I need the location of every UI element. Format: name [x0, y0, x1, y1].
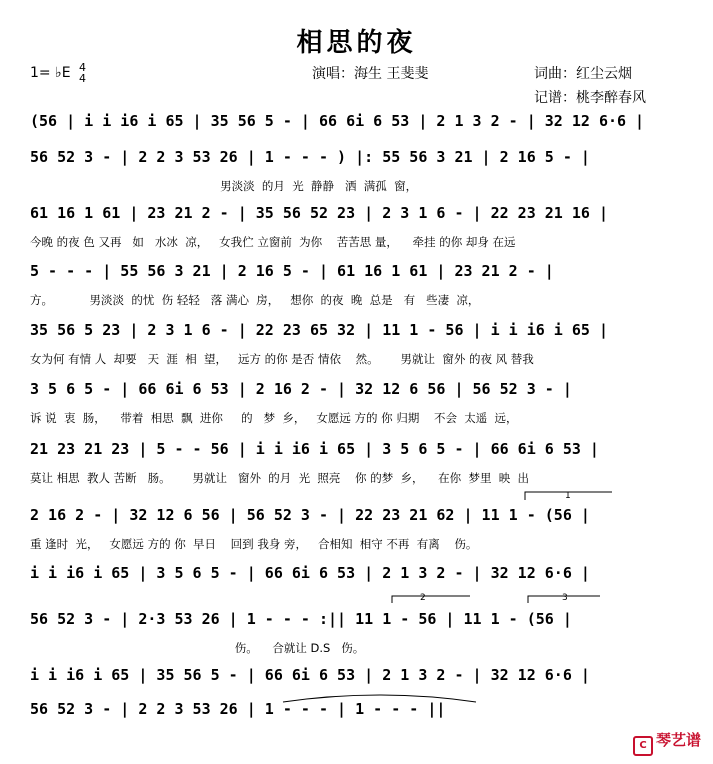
notation-line: 56 52 3 - | 2 2 3 53 26 | 1 - - - | 1 - - - ||	[30, 700, 446, 718]
lyric-line: 重 逢时 光， 女愿远 方的 你 早日 回到 我身 旁， 合相知 相守 不再 有离 伤。	[30, 537, 478, 551]
lyric-line: 今晚 的夜 色 又再 如 水冰 凉， 女我伫 立窗前 为你 苦苦思 量， 牵挂 的你 却身 在远	[30, 235, 516, 249]
lyric-line: 方。 男淡淡 的忧 伤 轻轻 落 满心 房， 想你 的夜 晚 总是 有 些凄 凉，	[30, 293, 480, 307]
lyric-line: 男淡淡 的月 光 静静 洒 满孤 窗，	[30, 179, 418, 193]
notation-line: 21 23 21 23 | 5 - - 56 | i i i6 i 65 | 3 5 6 5 - | 66 6i 6 53 |	[30, 440, 599, 458]
song-title: 相思的夜	[296, 28, 417, 58]
site-logo	[633, 729, 701, 756]
notation-line: 56 52 3 - | 2 2 3 53 26 | 1 - - - ) |: 55 56 3 21 | 2 16 5 - |	[30, 148, 590, 166]
notation-line: i i i6 i 65 | 35 56 5 - | 66 6i 6 53 | 2 1 3 2 - | 32 12 6·6 |	[30, 666, 590, 684]
logo-text: 琴艺谱	[655, 731, 701, 749]
composer-credit: 词曲：红尘云烟	[534, 66, 632, 82]
notation-line: 3 5 6 5 - | 66 6i 6 53 | 2 16 2 - | 32 12 6 56 | 56 52 3 - |	[30, 380, 572, 398]
logo-icon: C	[633, 736, 653, 756]
lyric-line: 诉 说 衷 肠， 带着 相思 飘 进你 的 梦 乡， 女愿远 方的 你 归期 不会 太遥 远，	[30, 411, 518, 425]
time-signature-top: 4	[79, 61, 86, 74]
volta-number-2: 2	[420, 593, 426, 603]
tie-arc	[283, 695, 476, 702]
lyric-line: 伤。 合就让 D.S 伤。	[30, 641, 365, 655]
notation-line: (56 | i i i6 i 65 | 35 56 5 - | 66 6i 6 53 | 2 1 3 2 - | 32 12 6·6 |	[30, 112, 645, 130]
time-signature-bottom: 4	[79, 72, 86, 85]
volta-number-1: 1	[565, 491, 571, 501]
lyric-line: 莫让 相思 教人 苦断 肠。 男就让 窗外 的月 光 照亮 你 的梦 乡， 在你 梦里 映 出	[30, 471, 530, 485]
volta-bracket	[392, 596, 470, 603]
singers-credit: 演唱：海生 王斐斐	[312, 66, 429, 82]
notation-line: 56 52 3 - | 2·3 53 26 | 1 - - - :|| 11 1 - 56 | 11 1 - (56 |	[30, 610, 572, 628]
lyric-line: 女为何 有情 人 却要 天 涯 相 望， 远方 的你 是否 情依 然。 男就让 窗外 的夜 风 替我	[30, 352, 534, 366]
notation-line: 2 16 2 - | 32 12 6 56 | 56 52 3 - | 22 23 21 62 | 11 1 - (56 |	[30, 506, 590, 524]
transcriber-credit: 记谱：桃李醉春风	[534, 90, 646, 106]
key-label: 1= ♭E	[30, 65, 71, 81]
volta-number-3: 3	[562, 593, 568, 603]
notation-line: i i i6 i 65 | 3 5 6 5 - | 66 6i 6 53 | 2 1 3 2 - | 32 12 6·6 |	[30, 564, 590, 582]
notation-line: 61 16 1 61 | 23 21 2 - | 35 56 52 23 | 2 3 1 6 - | 22 23 21 16 |	[30, 204, 608, 222]
notation-line: 35 56 5 23 | 2 3 1 6 - | 22 23 65 32 | 11 1 - 56 | i i i6 i 65 |	[30, 321, 608, 339]
notation-line: 5 - - - | 55 56 3 21 | 2 16 5 - | 61 16 1 61 | 23 21 2 - |	[30, 262, 554, 280]
